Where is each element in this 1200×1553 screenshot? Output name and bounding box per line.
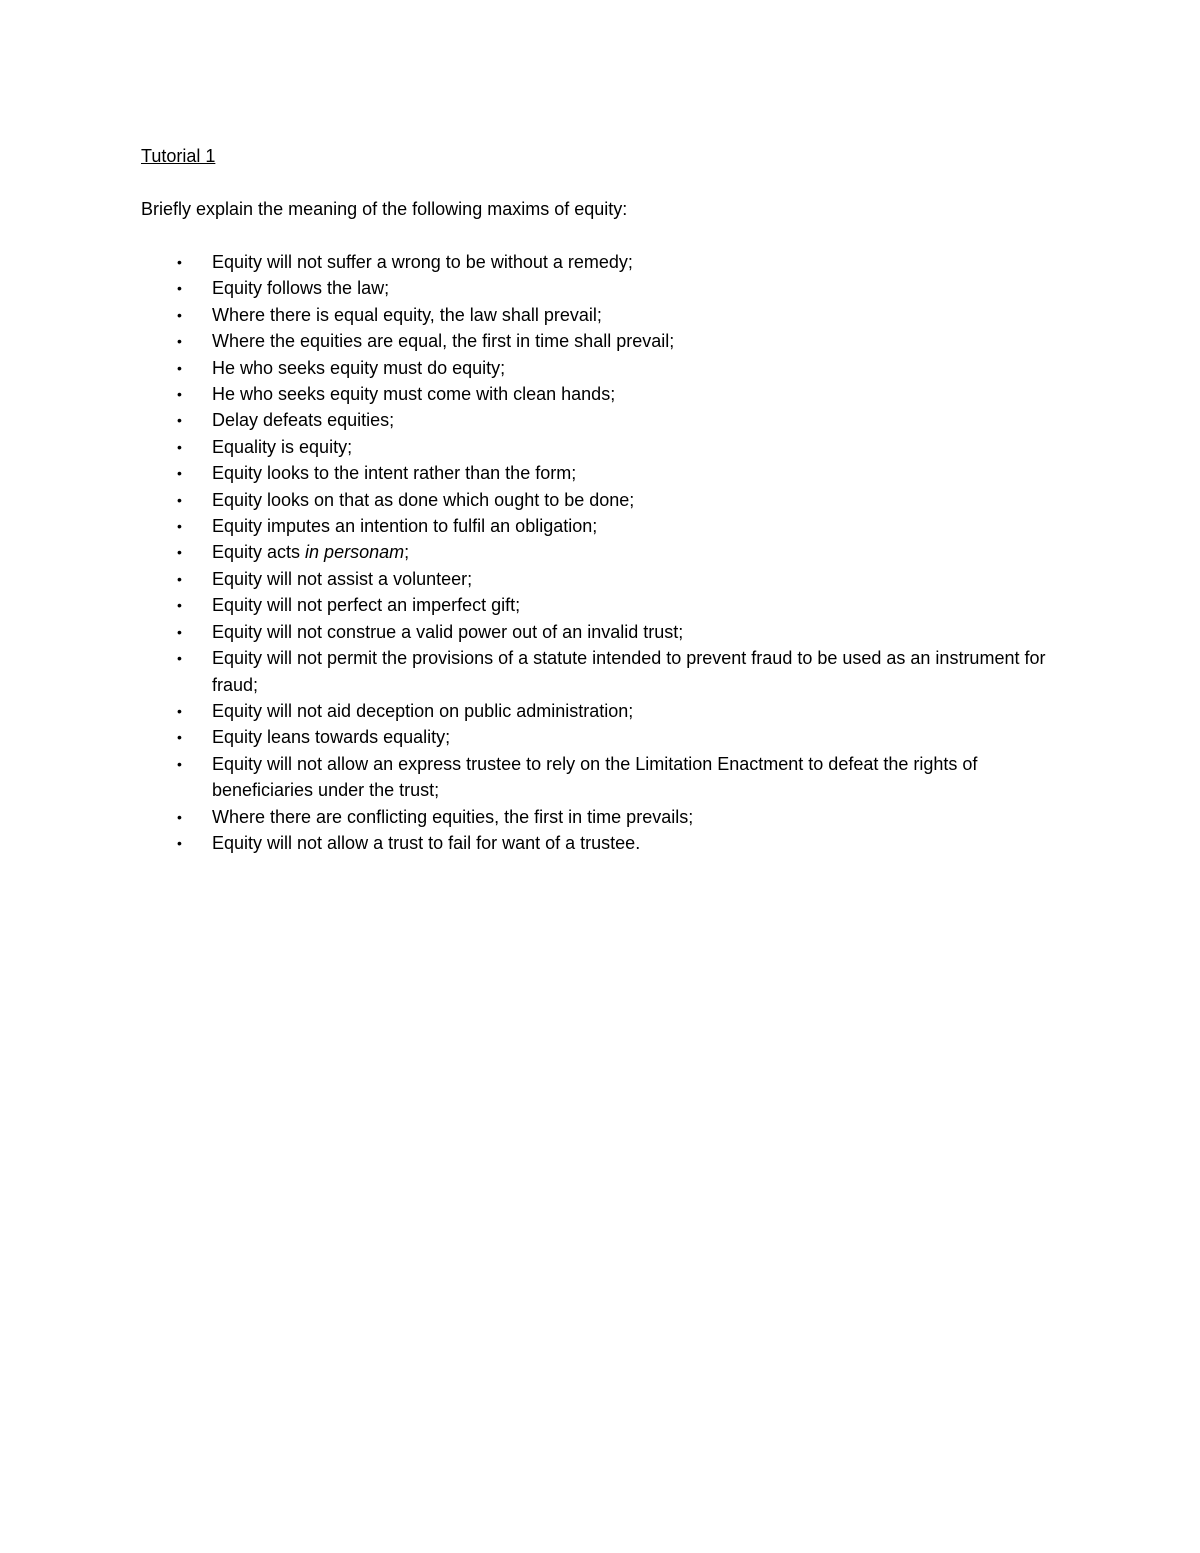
- list-item: [141, 619, 1061, 645]
- list-item: [141, 407, 1061, 433]
- list-item-text: [212, 542, 409, 562]
- bullet-icon: •: [177, 650, 182, 667]
- list-item: [141, 645, 1061, 698]
- bullet-icon: •: [177, 544, 182, 561]
- list-item-suffix: ;: [404, 542, 410, 563]
- bullet-icon: •: [177, 438, 182, 455]
- bullet-icon: •: [177, 491, 182, 508]
- list-item: [141, 487, 1061, 513]
- list-item-text: Equity will not perfect an imperfect gift;: [212, 595, 521, 616]
- list-item-text: Where there is equal equity, the law shall prevail;: [212, 304, 602, 325]
- intro-text: Briefly explain the meaning of the following maxims of equity:: [141, 199, 628, 219]
- list-item-text: Where there are conflicting equities, the first in time prevails;: [212, 806, 694, 827]
- list-item-text: Where the equities are equal, the first in time shall prevail;: [212, 331, 675, 352]
- bullet-icon: •: [177, 623, 182, 640]
- list-item: [141, 434, 1061, 460]
- list-item-text: Equity will not assist a volunteer;: [212, 568, 473, 589]
- list-item-text: Delay defeats equities;: [212, 410, 395, 431]
- list-item: [141, 539, 1061, 565]
- bullet-icon: •: [177, 755, 182, 772]
- list-item-text: He who seeks equity must do equity;: [212, 357, 506, 378]
- list-item-text: Equity will not allow a trust to fail for want of a trustee.: [212, 832, 641, 853]
- bullet-icon: •: [177, 359, 182, 376]
- list-item: [141, 804, 1061, 830]
- list-item: [141, 566, 1061, 592]
- bullet-icon: •: [177, 386, 182, 403]
- list-item: [141, 513, 1061, 539]
- bullet-icon: •: [177, 729, 182, 746]
- list-item-text: Equity will not permit the provisions of a statute intended to prevent fraud to be used as an instrument for fraud;: [212, 648, 1046, 695]
- list-item-text: Equity imputes an intention to fulfil an obligation;: [212, 516, 598, 537]
- list-item: [141, 328, 1061, 354]
- bullet-icon: •: [177, 254, 182, 270]
- bullet-icon: •: [177, 412, 182, 429]
- bullet-icon: •: [177, 834, 182, 851]
- list-item-text: Equity will not construe a valid power out of an invalid trust;: [212, 621, 684, 642]
- page-title: Tutorial 1: [141, 146, 216, 166]
- bullet-icon: •: [177, 333, 182, 350]
- list-item-text: Equity looks on that as done which ought to be done;: [212, 489, 635, 510]
- bullet-icon: •: [177, 597, 182, 614]
- list-item-text: Equity will not allow an express trustee to rely on the Limitation Enactment to defeat the rights of beneficiaries under the trust;: [212, 753, 978, 801]
- bullet-icon: •: [177, 702, 182, 719]
- list-item: [141, 355, 1061, 381]
- list-item: [141, 275, 1061, 301]
- list-item-text: Equity looks to the intent rather than the form;: [212, 463, 577, 484]
- list-item: [141, 381, 1061, 407]
- list-item-text: He who seeks equity must come with clean hands;: [212, 384, 616, 405]
- bullet-icon: •: [177, 518, 182, 535]
- list-item: [141, 751, 1061, 804]
- maxims-list: [141, 249, 1061, 856]
- bullet-icon: •: [177, 465, 182, 482]
- list-item: [141, 724, 1061, 750]
- list-item-text: Equality is equity;: [212, 436, 353, 457]
- italic-phrase: in personam: [305, 542, 405, 563]
- bullet-icon: •: [177, 280, 182, 297]
- list-item-text: Equity will not suffer a wrong to be without a remedy;: [212, 252, 633, 272]
- list-item-text: Equity will not aid deception on public administration;: [212, 700, 634, 721]
- list-item: [141, 698, 1061, 724]
- list-item-text: Equity leans towards equality;: [212, 727, 451, 748]
- list-item-prefix: Equity acts: [212, 542, 306, 563]
- list-item: [141, 249, 1061, 275]
- bullet-icon: •: [177, 570, 182, 587]
- list-item: [141, 460, 1061, 486]
- bullet-icon: •: [177, 306, 182, 323]
- list-item: [141, 592, 1061, 618]
- bullet-icon: •: [177, 808, 182, 825]
- list-item: [141, 302, 1061, 328]
- list-item: [141, 830, 1061, 856]
- list-item-text: Equity follows the law;: [212, 278, 390, 299]
